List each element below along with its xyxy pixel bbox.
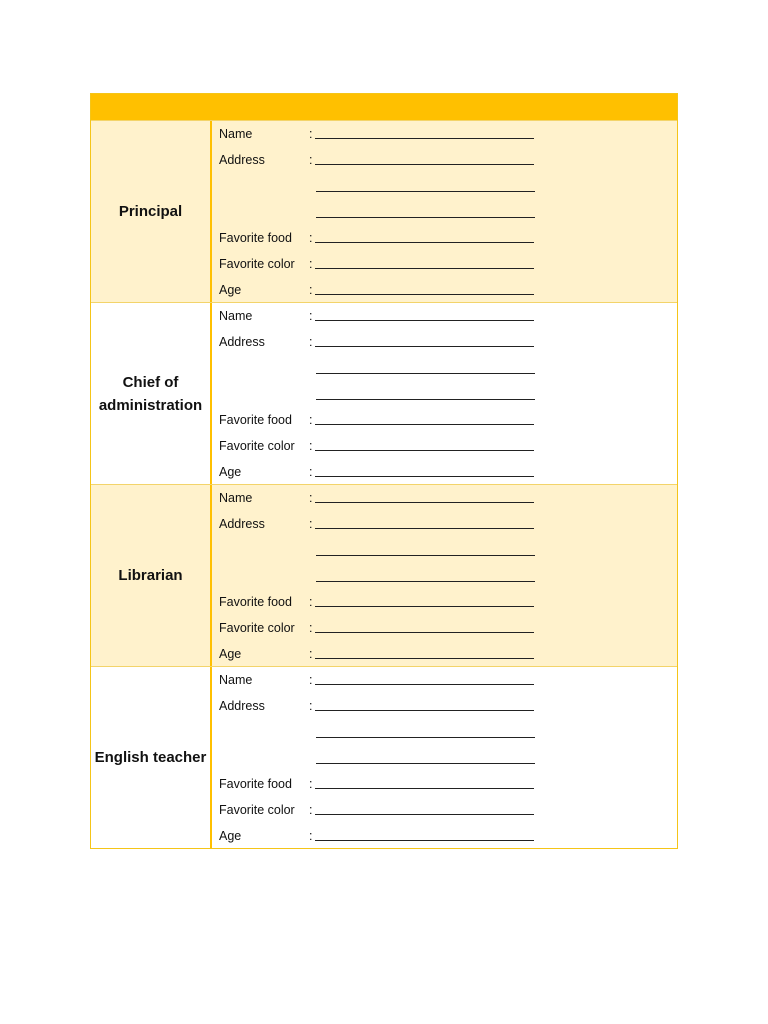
address-blank-line-2[interactable] [316,191,535,192]
section-english-teacher [91,666,677,848]
fields-cell [212,303,677,484]
role-cell [91,121,212,302]
field-label: Favorite color [219,439,295,453]
name-field[interactable]: Name : [219,485,534,505]
fields-cell [212,667,677,848]
field-label: Address [219,517,265,531]
favorite-color-field[interactable]: Favorite color : [219,251,534,271]
address-blank-line-3[interactable] [316,399,535,400]
role-cell [91,485,212,666]
field-label: Address [219,335,265,349]
field-label: Address [219,153,265,167]
address-field[interactable]: Address : [219,329,534,349]
role-title: Chief of administration [98,373,203,414]
section-principal [91,120,677,302]
address-blank[interactable] [315,152,534,165]
role-cell [91,303,212,484]
field-label: Favorite food [219,231,292,245]
favorite-food-blank[interactable] [315,776,534,789]
favorite-food-blank[interactable] [315,230,534,243]
name-blank[interactable] [315,126,534,139]
field-label: Favorite food [219,777,292,791]
address-blank-line-2[interactable] [316,555,535,556]
favorite-color-field[interactable]: Favorite color : [219,433,534,453]
field-label: Favorite color [219,621,295,635]
favorite-food-field[interactable]: Favorite food : [219,407,534,427]
field-label: Favorite color [219,257,295,271]
favorite-color-field[interactable]: Favorite color : [219,797,534,817]
name-blank[interactable] [315,672,534,685]
name-blank[interactable] [315,308,534,321]
section-chief-of-administration [91,302,677,484]
age-field[interactable]: Age : [219,277,534,297]
field-label: Age [219,465,242,479]
address-blank-line-3[interactable] [316,217,535,218]
field-label: Name [219,673,253,687]
field-label: Age [219,283,242,297]
favorite-food-blank[interactable] [315,594,534,607]
role-title: English teacher [94,749,207,766]
favorite-food-field[interactable]: Favorite food : [219,225,534,245]
age-field[interactable]: Age : [219,641,534,661]
address-field[interactable]: Address : [219,147,534,167]
name-blank[interactable] [315,490,534,503]
name-field[interactable]: Name : [219,303,534,323]
field-label: Name [219,127,253,141]
address-blank-line-3[interactable] [316,763,535,764]
age-blank[interactable] [315,828,534,841]
age-blank[interactable] [315,646,534,659]
favorite-color-blank[interactable] [315,438,534,451]
age-field[interactable]: Age : [219,459,534,479]
address-field[interactable]: Address : [219,693,534,713]
address-blank[interactable] [315,516,534,529]
favorite-color-field[interactable]: Favorite color : [219,615,534,635]
favorite-color-blank[interactable] [315,256,534,269]
field-label: Address [219,699,265,713]
age-field[interactable]: Age : [219,823,534,843]
address-blank[interactable] [315,334,534,347]
field-label: Favorite color [219,803,295,817]
field-label: Name [219,309,253,323]
role-cell [91,667,212,848]
field-label: Favorite food [219,413,292,427]
field-label: Name [219,491,253,505]
field-label: Favorite food [219,595,292,609]
age-blank[interactable] [315,282,534,295]
address-blank[interactable] [315,698,534,711]
field-label: Age [219,647,242,661]
fields-cell [212,485,677,666]
address-blank-line-3[interactable] [316,581,535,582]
field-label: Age [219,829,242,843]
favorite-food-field[interactable]: Favorite food : [219,771,534,791]
favorite-food-blank[interactable] [315,412,534,425]
favorite-food-field[interactable]: Favorite food : [219,589,534,609]
address-field[interactable]: Address : [219,511,534,531]
name-field[interactable]: Name : [219,121,534,141]
favorite-color-blank[interactable] [315,620,534,633]
role-title: Librarian [118,567,183,584]
age-blank[interactable] [315,464,534,477]
fields-cell [212,121,677,302]
address-blank-line-2[interactable] [316,737,535,738]
header-bar [91,94,677,120]
name-field[interactable]: Name : [219,667,534,687]
section-librarian [91,484,677,666]
favorite-color-blank[interactable] [315,802,534,815]
role-title: Principal [118,203,183,220]
address-blank-line-2[interactable] [316,373,535,374]
staff-form-table [90,93,678,849]
